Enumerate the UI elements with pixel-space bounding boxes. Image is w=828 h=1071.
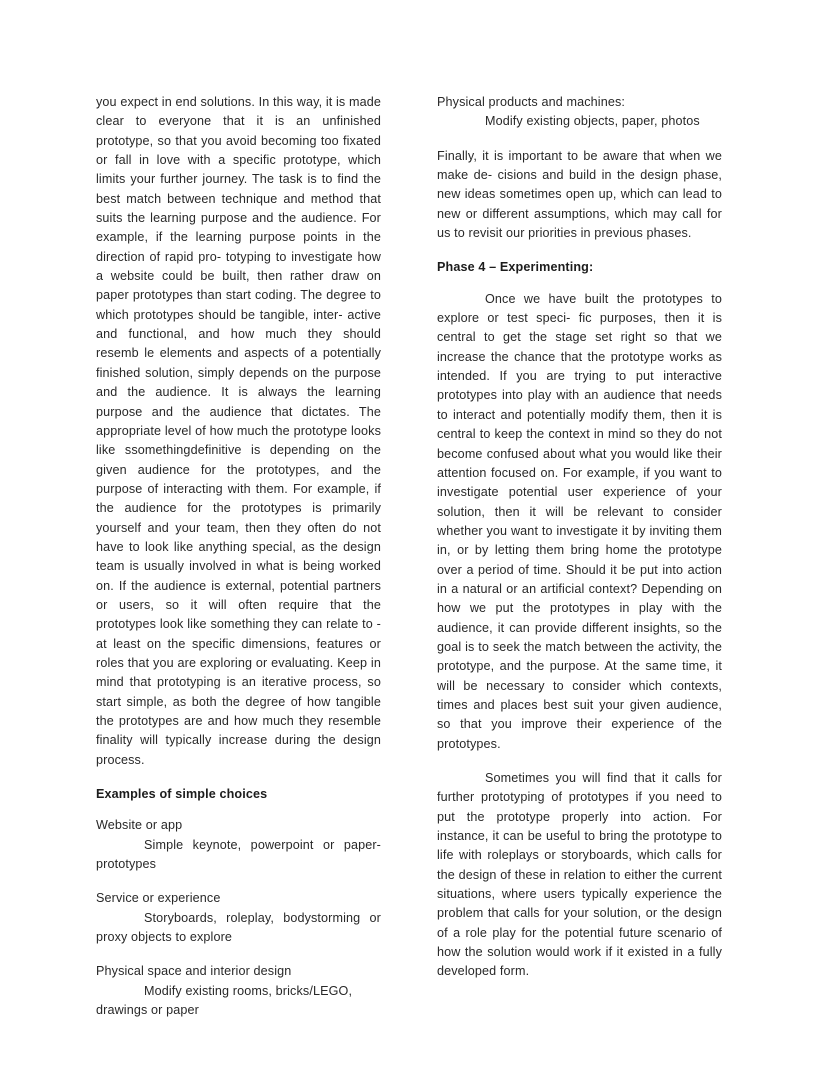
item-label-website-or-app: Website or app xyxy=(96,818,183,833)
paragraph-continuation: you expect in end solutions. In this way, it is made clear to everyone that it is an unfinished prototype, so that you avoid becoming too fixated or fall in love with a specific prototype, which limits your further journey. The task is to find the best match between technique and method that suits the learning purpose and the audience. For example, if the learning purpose points in the direction of rapid pro- totyping to investigate how a website could be built, then rather draw on paper prototypes than start coding. The degree to which prototypes should be tangible, inter- active and functional, and how much they should resemb le elements and aspects of a potentially finished solution, simply depends on the purpose and the audience. It is always the learning purpose and the audience that dictates. The appropriate level of how much the prototype looks like ssomethingdefinitive is depending on the given audience for the prototypes, and the purpose of interacting with them. For example, if the audience for the prototypes is primarily yourself and your team, then they often do not have to look like anything special, as the design team is usually involved in what is being worked on. If the audience is external, potential partners or users, so it will often require that the prototypes look like something they can relate to - at least on the specific dimensions, features or roles that you are exploring or evaluating. Keep in mind that prototyping is an iterative process, so start simple, as both the degree of how tangible the prototypes are and how much they resemble finality will typically increase during the design process. xyxy=(96,95,381,767)
item-label-physical-products-and-machines: Physical products and machines: xyxy=(437,95,626,109)
item-label-service-or-experience: Service or experience xyxy=(96,891,221,906)
paragraph-phase4-sometimes-you-will-find: Sometimes you will find that it calls for further prototyping of prototypes if you need to put the prototype properly into action. For instance, it can be useful to bring the prototype to life with roleplays or storyboards, which calls for the design of these in relation to either the current situations, where users typically experience the problem that calls for your solution, or the design of a role play for the potential future scenario of how the solution would work if it existed in a fully developed form. xyxy=(437,771,722,979)
right-column xyxy=(437,93,722,994)
item-label-physical-space-and-interior-design: Physical space and interior design xyxy=(96,964,292,979)
left-column xyxy=(96,93,381,1020)
item-detail-website-or-app: Simple keynote, powerpoint or paper-prototypes xyxy=(96,837,381,872)
item-detail-physical-products-and-machines: Modify existing objects, paper, photos xyxy=(485,114,700,129)
heading-phase-4-experimenting: Phase 4 – Experimenting: xyxy=(437,260,594,275)
paragraph-phase4-once-we-have-built: Once we have built the prototypes to explore or test speci- fic purposes, then it is central to get the stage set right so that we increase the chance that the prototype works as intended. If you are trying to put interactive prototypes into play with an audience that needs to interact and potentially modify them, then it is central to keep the context in mind so they do not become confused about what you would like their attention focused on. For example, if you want to investigate potential user experience of your solution, then it will be relevant to consider whether you want to investigate it by inviting them in, or by letting them bring home the prototype over a period of time. Should it be put into action in a natural or an artificial context? Depending on how we put the prototypes in play with the audience, it can provide different insights, so the goal is to seek the match between the activity, the prototype, and the purpose. At the same time, it will be necessary to consider which contexts, times and places best suit your given audience, so that you improve their experience of the prototypes. xyxy=(437,291,722,751)
paragraph-finally: Finally, it is important to be aware that when we make de- cisions and build in the design phase, new ideas sometimes open up, which can lead to new or different assumptions, which may call for us to revisit our priorities in previous phases. xyxy=(437,148,722,241)
item-detail-service-or-experience: Storyboards, roleplay, bodystorming or proxy objects to explore xyxy=(96,910,381,945)
heading-examples-of-simple-choices: Examples of simple choices xyxy=(96,787,268,802)
item-detail-physical-space-and-interior-design: Modify existing rooms, bricks/LEGO, drawings or paper xyxy=(96,983,353,1018)
two-column-text-body xyxy=(96,93,722,1020)
